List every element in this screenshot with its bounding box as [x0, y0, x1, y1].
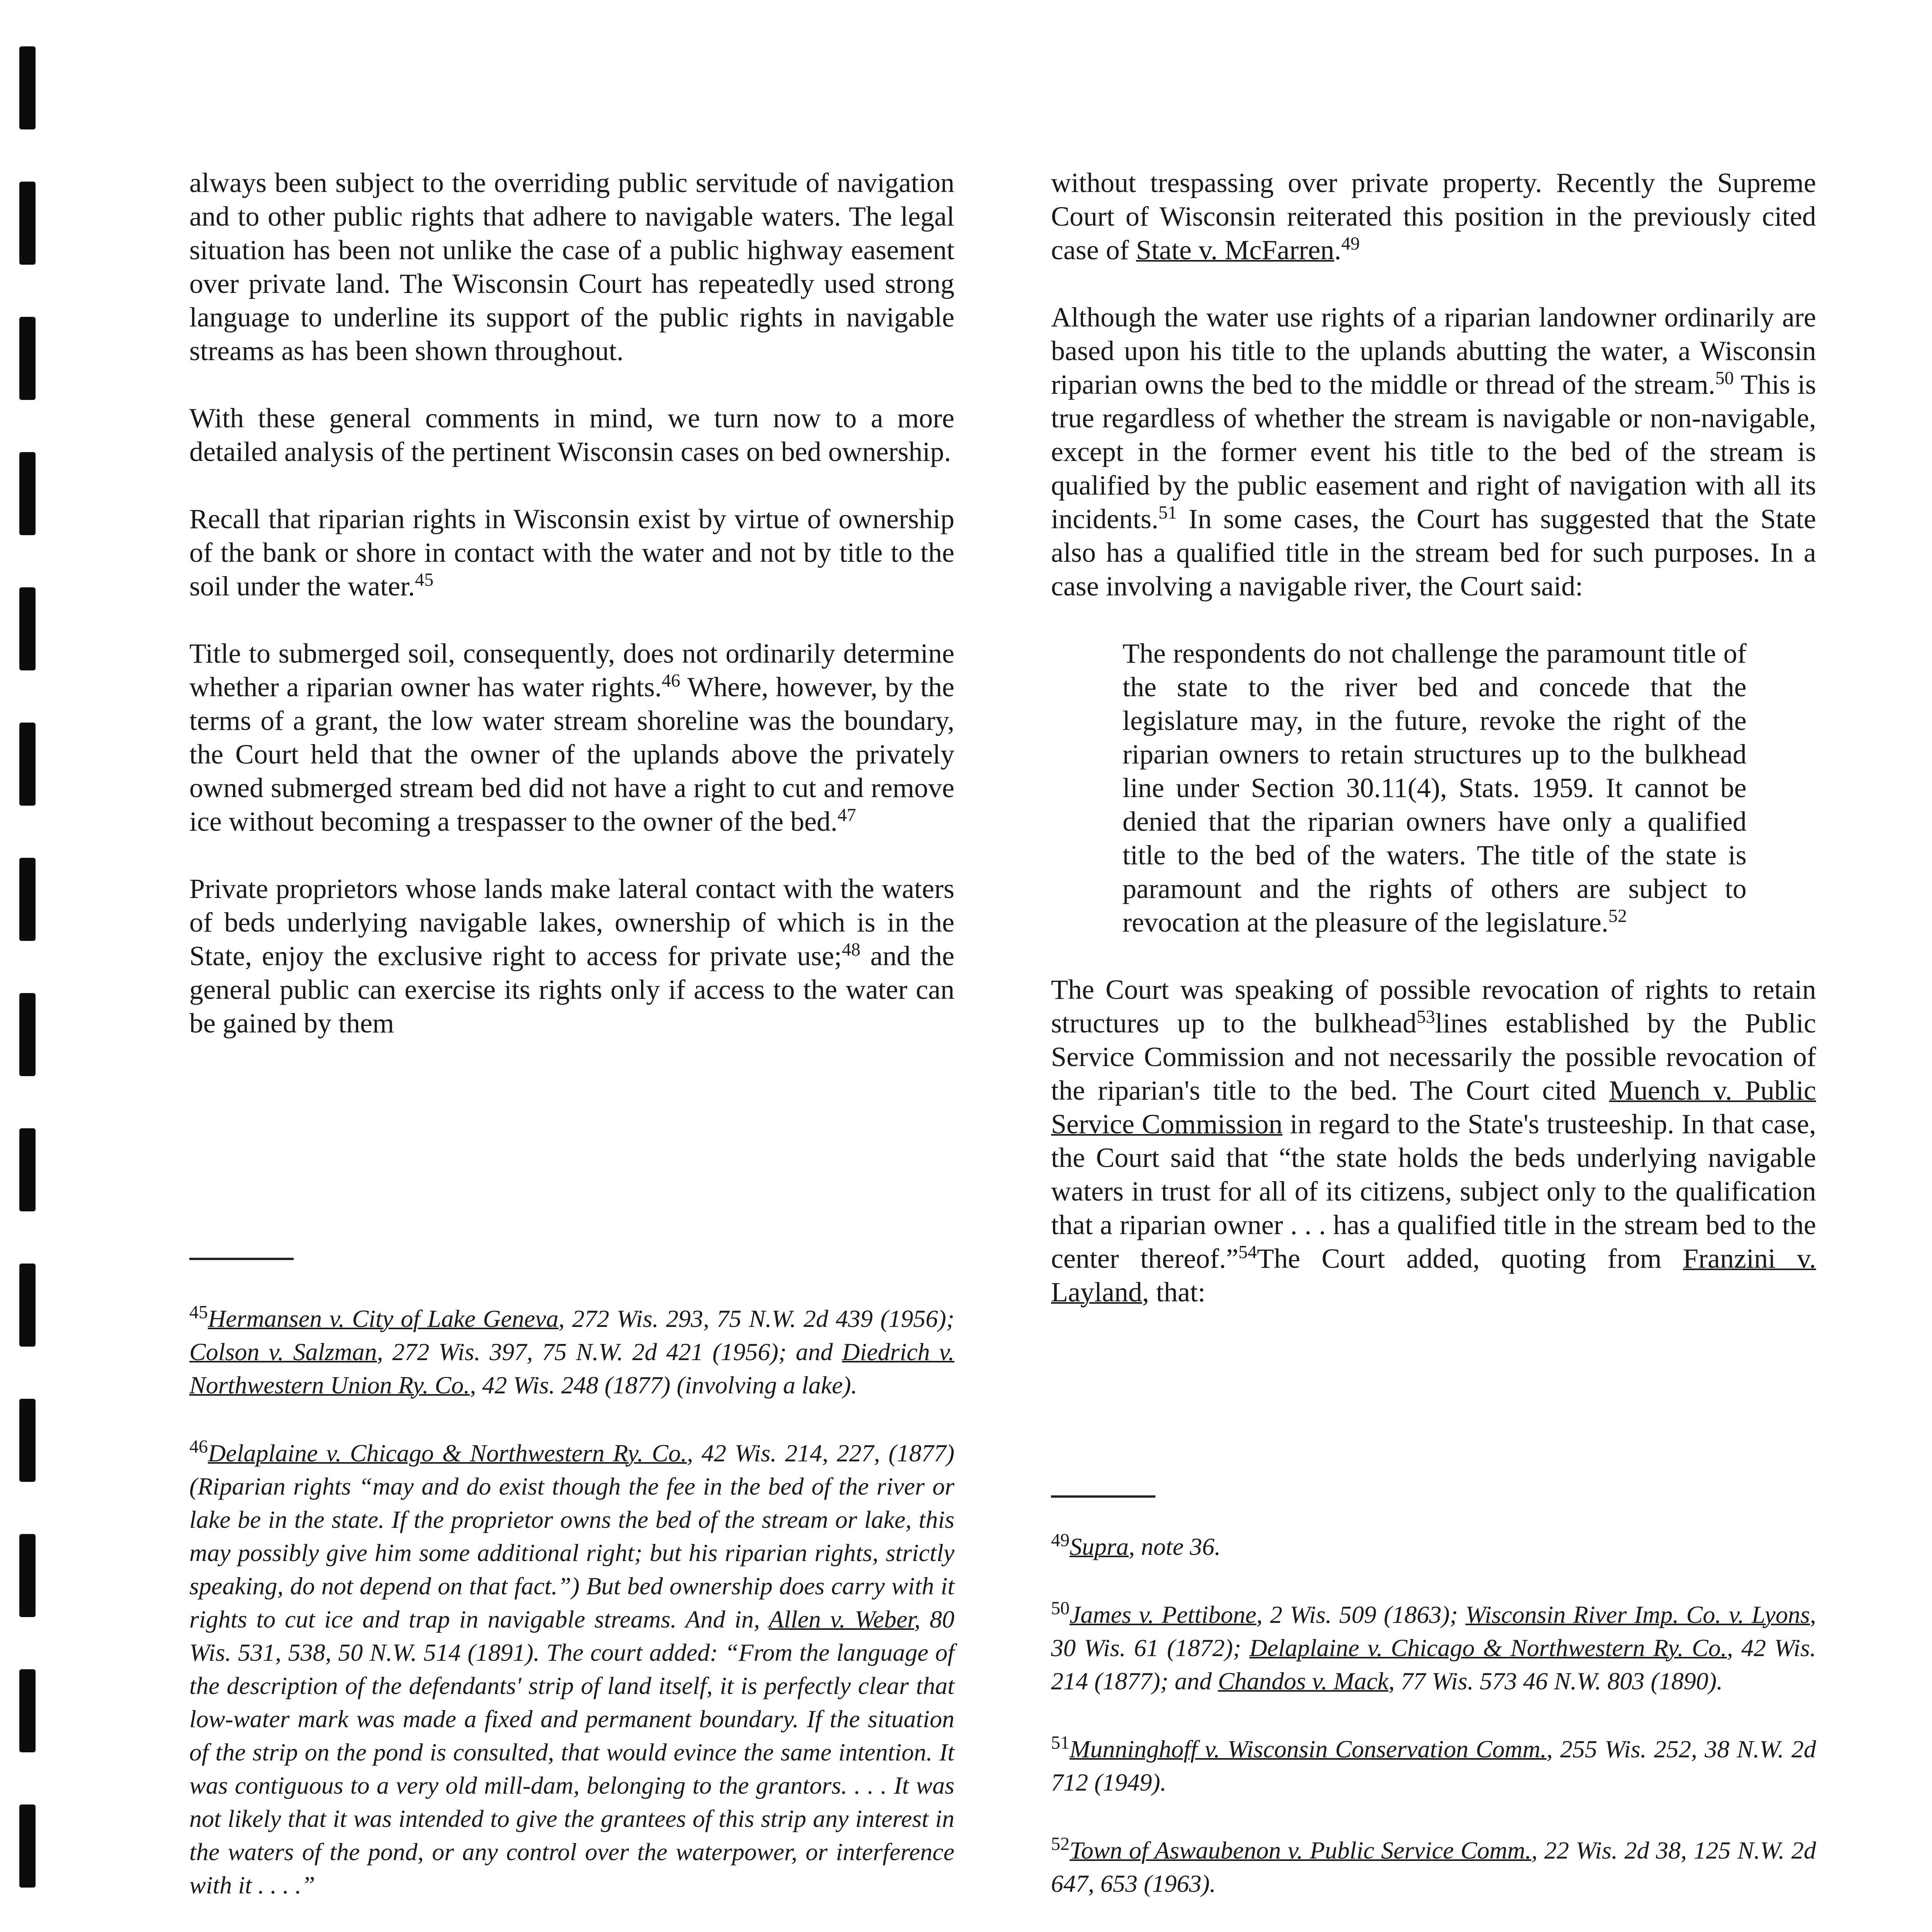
- paragraph: With these general comments in mind, we turn now to a more detailed analysis of the pertinent Wisconsin cases on bed ownership.: [189, 403, 954, 467]
- case-citation: Muench v. Public Service Commission: [1051, 1075, 1816, 1139]
- footnote-ref[interactable]: 52: [1608, 906, 1627, 926]
- footnote-ref[interactable]: 53: [1416, 1007, 1435, 1027]
- footnote-52: $^{52}$Town of Aswaubenon v. Public Service Comm., 22 Wis. 2d 38, 125 N.W. 2d 647, 653 (1963).: [1051, 1833, 1816, 1897]
- left-footnotes: [189, 1302, 954, 1932]
- case-citation: Franzini v. Layland: [1051, 1243, 1816, 1308]
- footnote-ref[interactable]: 48: [842, 939, 861, 960]
- footnote-ref[interactable]: 47: [837, 805, 856, 825]
- footnote-45: $^{45}$Hermansen v. City of Lake Geneva, 272 Wis. 293, 75 N.W. 2d 439 (1956); Colson v. Salzman, 272 Wis. 397, 75 N.W. 2d 421 (1956); and Diedrich v. Northwestern Union Ry. Co., 42 Wis. 248 (1877) (involving a lake).: [189, 1302, 955, 1399]
- footnote-ref[interactable]: 51: [1158, 502, 1177, 523]
- left-column: [189, 166, 954, 1040]
- paragraph: Private proprietors whose lands make lateral contact with the waters of beds underlying navigable lakes, ownership of which is in the State, enjoy the exclusive right to access for private use;$^{48}$ and the general public can exercise its rights only if access to the water can be gained by them: [189, 873, 954, 1039]
- footnote-ref[interactable]: 49: [1341, 233, 1360, 254]
- footnote-50: $^{50}$James v. Pettibone, 2 Wis. 509 (1863); Wisconsin River Imp. Co. v. Lyons, 30 Wis. 61 (1872); Delaplaine v. Chicago & Northwestern Ry. Co., 42 Wis. 214 (1877); and Chandos v. Mack, 77 Wis. 573 46 N.W. 803 (1890).: [1051, 1598, 1816, 1695]
- paragraph: The Court was speaking of possible revocation of rights to retain structures up to the bulkhead$^{53}$lines established by the Public Service Commission and not necessarily the possible revocation of the riparian's title to the bed. The Court cited Muench v. Public Service Commission in regard to the State's trusteeship. In that case, the Court said that “the state holds the beds underlying navigable waters in trust for all of its citizens, subject only to the qualification that a riparian owner . . . has a qualified title in the stream bed to the center thereof.”$^{54}$The Court added, quoting from Franzini v. Layland, that:: [1051, 974, 1816, 1308]
- footnote-ref[interactable]: 45: [415, 570, 434, 590]
- block-quote: The respondents do not challenge the paramount title of the state to the river bed and concede that the legislature may, in the future, revoke the right of the riparian owners to retain structures up to the bulkhead line under Section 30.11(4), Stats. 1959. It cannot be denied that the riparian owners have only a qualified title to the bed of the waters. The title of the state is paramount and the rights of others are subject to revocation at the pleasure of the legislature.$^{52}$: [1122, 638, 1747, 938]
- binding-marks: [19, 46, 43, 1932]
- footnote-46: $^{46}$Delaplaine v. Chicago & Northwestern Ry. Co., 42 Wis. 214, 227, (1877) (Riparian rights “may and do exist though the fee in the bed of the river or lake be in the state. If the proprietor owns the bed of the stream or lake, this may possibly give him some additional right; but his riparian rights, strictly speaking, do not depend on that fact.”) But bed ownership does carry with it rights to cut ice and trap in navigable streams. And in, Allen v. Weber, 80 Wis. 531, 538, 50 N.W. 514 (1891). The court added: “From the language of the description of the defendants' strip of land itself, it is perfectly clear that low-water mark was made a fixed and permanent boundary. If the situation of the strip on the pond is consulted, that would evince the same intention. It was contiguous to a very old mill-dam, belonging to the grantors. . . . It was not likely that it was intended to give the grantees of this strip any interest in the waters of the pond, or any control over the waterpower, or interference with it . . . .”: [189, 1436, 955, 1899]
- paragraph: Title to submerged soil, consequently, does not ordinarily determine whether a riparian owner has water rights.$^{46}$ Where, however, by the terms of a grant, the low water stream shoreline was the boundary, the Court held that the owner of the uplands above the privately owned submerged stream bed did not have a right to cut and remove ice without becoming a trespasser to the owner of the bed.$^{47}$: [189, 638, 954, 837]
- right-footnotes: [1051, 1530, 1816, 1932]
- footnote-ref[interactable]: 46: [662, 670, 680, 691]
- footnote-divider: [1051, 1495, 1155, 1498]
- paragraph: Recall that riparian rights in Wisconsin exist by virtue of ownership of the bank or shore in contact with the water and not by title to the soil under the water.$^{45}$: [189, 503, 954, 602]
- paragraph: always been subject to the overriding public servitude of navigation and to other public rights that adhere to navigable waters. The legal situation has been not unlike the case of a public highway easement over private land. The Wisconsin Court has repeatedly used strong language to underline its support of the public rights in navigable streams as has been shown throughout.: [189, 167, 954, 366]
- footnote-ref[interactable]: 54: [1238, 1242, 1257, 1262]
- footnote-51: $^{51}$Munninghoff v. Wisconsin Conservation Comm., 255 Wis. 252, 38 N.W. 2d 712 (1949).: [1051, 1732, 1816, 1796]
- case-citation: State v. McFarren: [1136, 235, 1335, 265]
- paragraph: without trespassing over private property. Recently the Supreme Court of Wisconsin reiterated this position in the previously cited case of State v. McFarren.$^{49}$: [1051, 167, 1816, 265]
- footnote-49: $^{49}$Supra, note 36.: [1051, 1530, 1221, 1560]
- footnote-ref[interactable]: 50: [1715, 368, 1734, 388]
- right-column: [1051, 166, 1816, 1309]
- footnote-divider: [189, 1258, 294, 1260]
- paragraph: Although the water use rights of a riparian landowner ordinarily are based upon his title to the uplands abutting the water, a Wisconsin riparian owns the bed to the middle or thread of the stream.$^{50}$ This is true regardless of whether the stream is navigable or non-navigable, except in the former event his title to the bed of the stream is qualified by the public easement and right of navigation with all its incidents.$^{51}$ In some cases, the Court has suggested that the State also has a qualified title in the stream bed for such purposes. In a case involving a navigable river, the Court said:: [1051, 302, 1816, 602]
